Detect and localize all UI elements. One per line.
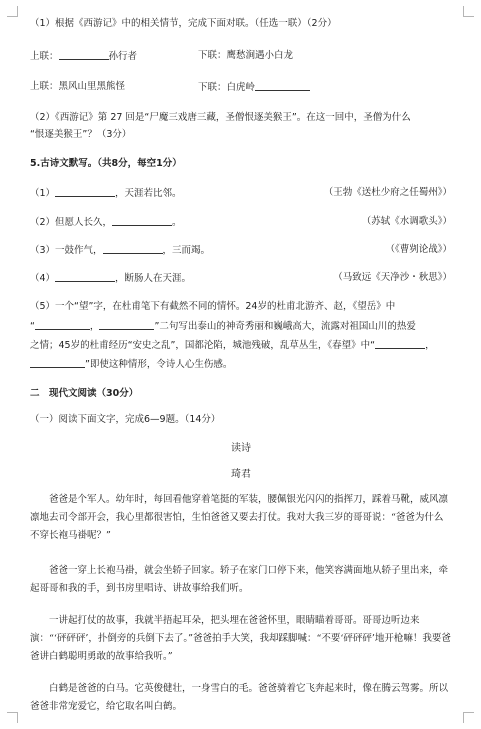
q2-line2: “恨逐美猴王”？（3分） bbox=[30, 129, 132, 140]
poem-item-2-blank[interactable] bbox=[112, 215, 172, 226]
poem-item-1-source: （王勃《送杜少府之任蜀州》） bbox=[323, 187, 452, 198]
q5-blank-3[interactable] bbox=[375, 338, 425, 349]
couplet2-lower-blank[interactable] bbox=[255, 80, 310, 91]
crop-mark-bottom-left bbox=[7, 712, 18, 723]
poem-item-1-text: ，天涯若比邻。 bbox=[115, 188, 182, 199]
poem-item-1-prefix: （1） bbox=[30, 188, 56, 199]
couplet1-lower bbox=[198, 49, 293, 62]
poem-item-3-text: ，三而竭。 bbox=[162, 245, 211, 256]
poem-item-4-prefix: （4） bbox=[30, 273, 56, 284]
q5-line3-text: 之情；45岁的杜甫经历“安史之乱”，国都沦陷，城池残破，乱草丛生，《春望》中“ bbox=[30, 340, 376, 351]
poem-item-4-source: （马致远《天净沙・秋思》） bbox=[333, 272, 452, 283]
q5-blank-1[interactable] bbox=[35, 319, 90, 330]
poem-item-3-blank[interactable] bbox=[103, 243, 163, 254]
q5-line1: （5）一个“望”字，在杜甫笔下有截然不同的情怀。24岁的杜甫北游齐、赵，《望岳》中 bbox=[30, 301, 396, 312]
poem-item-1-blank[interactable] bbox=[55, 186, 115, 197]
q5-line2 bbox=[30, 319, 452, 333]
couplet1-lower-text: 鹰愁涧遇小白龙 bbox=[226, 50, 294, 61]
couplet2-lower-text: 白虎岭 bbox=[226, 82, 256, 93]
poem-item-2-source: （苏轼《水调歌头》） bbox=[361, 216, 452, 227]
poem-item-4-text: ，断肠人在天涯。 bbox=[115, 273, 192, 284]
q5-comma-1: ， bbox=[89, 321, 100, 332]
article-paragraph-3: 一讲起打仗的故事，我就半捂起耳朵，把头埋在爸爸怀里，眼睛瞄着哥哥。哥哥边听边来演：“‘砰砰砰’，扑倒旁的兵倒下去了。”爸爸拍手大笑，我却踩脚喊：“不要‘砰砰砰’地开枪嘛！我要爸爸讲白鹤聪明勇敢的故事给我听。” bbox=[30, 615, 451, 662]
couplet1-upper-text: 孙行者 bbox=[108, 51, 138, 62]
article-paragraph-1: 爸爸是个军人。幼年时，每回看他穿着笔挺的军装，腰佩银光闪闪的指挥刀，踩着马靴，威风凛凛地去司令部开会，我心里都很害怕，生怕爸爸又要去打仗。我对大我三岁的哥哥说：“爸爸为什么不穿长袍马褂呢？” bbox=[30, 494, 449, 541]
part2-title: 二 现代文阅读（30分） bbox=[30, 388, 139, 399]
article-title: 读诗 bbox=[231, 443, 251, 454]
crop-mark-top-right bbox=[463, 6, 474, 17]
poem-item-3-source: （《曹刿论战》） bbox=[385, 244, 452, 255]
couplet1-upper-blank[interactable] bbox=[59, 49, 109, 60]
couplet2-upper-text: 黑风山里黑熊怪 bbox=[58, 81, 126, 92]
crop-mark-bottom-right bbox=[463, 712, 474, 723]
section5-title: 5.古诗文默写。（共8分，每空1分） bbox=[30, 158, 182, 169]
poem-item-2-text: 。 bbox=[172, 217, 182, 228]
q5-comma-2: ， bbox=[425, 340, 435, 351]
poem-item-1 bbox=[30, 186, 452, 200]
couplet2-upper bbox=[30, 80, 125, 93]
crop-mark-top-left bbox=[7, 6, 18, 17]
couplet2-lower bbox=[198, 80, 310, 94]
couplet2-upper-label: 上联： bbox=[30, 81, 59, 92]
couplet2-lower-label: 下联： bbox=[198, 82, 227, 93]
poem-item-2 bbox=[30, 215, 452, 229]
couplet1-lower-label: 下联： bbox=[198, 50, 227, 61]
article-paragraph-4: 白鹤是爸爸的白马。它英俊健壮，一身雪白的毛。爸爸骑着它飞奔起来时，像在腾云驾雾。所以爸爸非常宠爱它，给它取名叫白鹤。 bbox=[30, 683, 449, 712]
q5-line4 bbox=[30, 357, 452, 371]
q5-line4-text: ”即使这种情形，令诗人心生伤感。 bbox=[85, 359, 233, 370]
q5-blank-4[interactable] bbox=[30, 357, 85, 368]
q5-line2-text: ”二句写出泰山的神奇秀丽和巍峨高大，流露对祖国山川的热爱 bbox=[154, 321, 416, 332]
q5-line3 bbox=[30, 338, 452, 352]
poem-item-3-prefix: （3）一鼓作气， bbox=[30, 245, 103, 256]
q2-line1: （2）《西游记》第 27 回是“尸魔三戏唐三藏，圣僧恨逐美猴王”。在这一回中，圣僧为什么 bbox=[30, 112, 411, 123]
q5-open-quote: “ bbox=[30, 321, 35, 332]
poem-item-4-blank[interactable] bbox=[55, 271, 115, 282]
q5-blank-2[interactable] bbox=[99, 319, 154, 330]
part2-subsection: （一）阅读下面文字，完成6—9题。（14分） bbox=[30, 414, 221, 425]
couplet1-upper bbox=[30, 49, 137, 63]
poem-item-3 bbox=[30, 243, 452, 257]
article-author: 琦君 bbox=[231, 469, 251, 480]
article-paragraph-2: 爸爸一穿上长袍马褂，就会坐轿子回家。轿子在家门口停下来，他笑容满面地从轿子里出来，牵起哥哥和我的手，到书房里唱诗、讲故事给我们听。 bbox=[30, 565, 449, 594]
couplet1-upper-label: 上联： bbox=[30, 51, 59, 62]
poem-item-2-prefix: （2）但愿人长久， bbox=[30, 217, 113, 228]
q1-prompt: （1）根据《西游记》中的相关情节，完成下面对联。（任选一联）（2分） bbox=[30, 18, 337, 29]
poem-item-4 bbox=[30, 271, 452, 285]
